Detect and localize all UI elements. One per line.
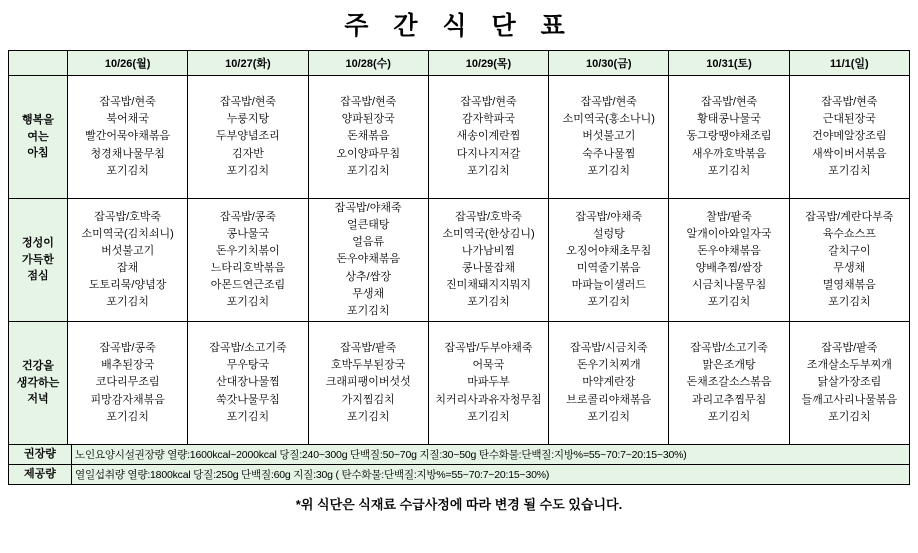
meal-cell-breakfast-6: 잡곡밥/현죽 근대된장국 건야메알장조림 새싹이버서볶음 포기김치 — [789, 76, 909, 199]
footer-row-provided — [9, 465, 910, 485]
meal-cell-dinner-4: 잡곡밥/시금치죽 돈우기치찌개 마약계란장 브로콜리야채볶음 포기김치 — [549, 322, 669, 445]
table-row — [9, 322, 910, 445]
nutrition-footer-table — [8, 444, 910, 485]
day-header-1: 10/27(화) — [188, 51, 308, 76]
day-header-6: 11/1(일) — [789, 51, 909, 76]
day-header-4: 10/30(금) — [549, 51, 669, 76]
meal-cell-breakfast-5: 잡곡밥/현죽 황태콩나물국 동그랑땡야채조림 새우까호박볶음 포기김치 — [669, 76, 789, 199]
day-header-3: 10/29(목) — [428, 51, 548, 76]
row-label-breakfast: 행복을 여는 아침 — [9, 76, 68, 199]
table-row — [9, 76, 910, 199]
day-header-5: 10/31(토) — [669, 51, 789, 76]
meal-cell-dinner-5: 잡곡밥/소고기죽 맑은조개탕 돈채조갈소스볶음 과리고추찜무침 포기김치 — [669, 322, 789, 445]
footer-label-recommended: 권장량 — [9, 445, 72, 465]
footer-label-provided: 제공량 — [9, 465, 72, 485]
meal-cell-lunch-1: 잡곡밥/콩죽 콩나물국 돈우기치볶이 느타리호박볶음 아몬드연근조림 포기김치 — [188, 199, 308, 322]
weekly-menu-table — [8, 50, 910, 445]
meal-cell-lunch-6: 잡곡밥/계란다부죽 육수쇼스프 갈치구이 무생채 멸영채볶음 포기김치 — [789, 199, 909, 322]
meal-cell-breakfast-0: 잡곡밥/현죽 북어채국 빨간어묵야채볶음 청경채나물무침 포기김치 — [68, 76, 188, 199]
meal-cell-lunch-4: 잡곡밥/야채죽 설렁탕 오징어야채초무침 미역줄기볶음 마파늘이샐러드 포기김치 — [549, 199, 669, 322]
table-corner-cell — [9, 51, 68, 76]
table-row — [9, 199, 910, 322]
meal-cell-breakfast-1: 잡곡밥/현죽 누룽지탕 두부양념조리 김자반 포기김치 — [188, 76, 308, 199]
meal-cell-breakfast-2: 잡곡밥/현죽 양파된장국 돈채볶음 오이양파무침 포기김치 — [308, 76, 428, 199]
row-label-lunch: 정성이 가득한 점심 — [9, 199, 68, 322]
meal-cell-lunch-3: 잡곡밥/호박죽 소미역국(한상김니) 나가남비찜 콩나물잡채 진미채돼지지뭐지 포기김치 — [428, 199, 548, 322]
meal-cell-lunch-5: 찰밥/팥죽 알개이아와일자국 돈우야채볶음 양배추찜/쌈장 시금치나물무침 포기김치 — [669, 199, 789, 322]
meal-cell-dinner-3: 잡곡밥/두부야채죽 어묵국 마파두부 치커리사과유자청무침 포기김치 — [428, 322, 548, 445]
row-label-dinner: 건강을 생각하는 저녁 — [9, 322, 68, 445]
meal-cell-dinner-1: 잡곡밥/소고기죽 무우탕국 산대장나물찜 쑥갓나물무침 포기김치 — [188, 322, 308, 445]
meal-cell-breakfast-3: 잡곡밥/현죽 감자학파국 새송이계란찜 다지나지저갈 포기김치 — [428, 76, 548, 199]
page-title: 주 간 식 단 표 — [344, 12, 574, 40]
meal-cell-lunch-0: 잡곡밥/호박죽 소미역국(김치쇠니) 버섯불고기 잡채 도토리묵/양념장 포기김치 — [68, 199, 188, 322]
footer-value-provided: 열일섭취량 열량:1800kcal 당질:250g 단백질:60g 지질:30g ( 탄수화물:단백질:지방%=55~70:7~20:15~30%) — [72, 465, 910, 485]
meal-cell-lunch-2: 잡곡밥/야채죽 얼큰태탕 얼음류 돈우야채볶음 상추/쌈장 무생채 포기김치 — [308, 199, 428, 322]
menu-note: *위 식단은 식재료 수급사정에 따라 변경 될 수도 있습니다. — [295, 497, 623, 512]
meal-cell-dinner-2: 잡곡밥/팥죽 호박두부된장국 크래피팽이버섯섯 가지찜김치 포기김치 — [308, 322, 428, 445]
meal-cell-dinner-0: 잡곡밥/콩죽 배추된장국 코다리무조림 피망감자채볶음 포기김치 — [68, 322, 188, 445]
footer-row-recommended — [9, 445, 910, 465]
footer-value-recommended: 노인요양시설권장량 열량:1600kcal~2000kcal 당질:240~300g 단백질:50~70g 지질:30~50g 탄수화물:단백질:지방%=55~70:7~20:15~30%) — [72, 445, 910, 465]
day-header-0: 10/26(월) — [68, 51, 188, 76]
day-header-2: 10/28(수) — [308, 51, 428, 76]
meal-cell-breakfast-4: 잡곡밥/현죽 소미역국(홍소나니) 버섯불고기 숙주나물찜 포기김치 — [549, 76, 669, 199]
table-header-row — [9, 51, 910, 76]
meal-cell-dinner-6: 잡곡밥/팥죽 조개살소두부찌개 닭살가장조림 들깨고사리나물볶음 포기김치 — [789, 322, 909, 445]
